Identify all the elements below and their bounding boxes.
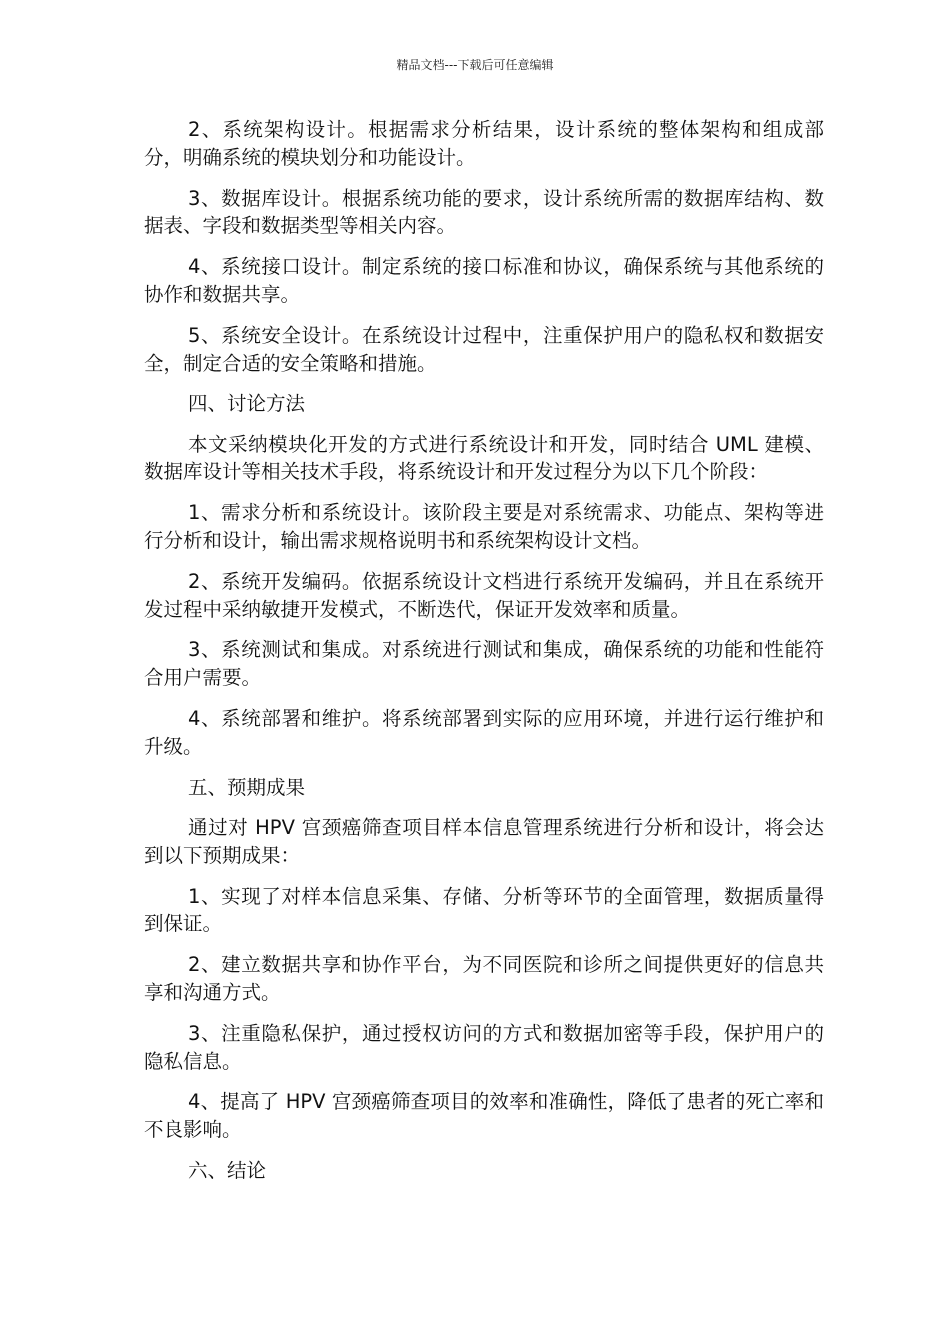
paragraph-requirements-analysis: 1、需求分析和系统设计。该阶段主要是对系统需求、功能点、架构等进行分析和设计，输出需求规格说明书和系统架构设计文档。 xyxy=(144,501,824,553)
paragraph-database-design: 3、数据库设计。根据系统功能的要求，设计系统所需的数据库结构、数据表、字段和数据类型等相关内容。 xyxy=(144,186,824,238)
paragraph-testing-integration: 3、系统测试和集成。对系统进行测试和集成，确保系统的功能和性能符合用户需要。 xyxy=(144,638,824,690)
paragraph-result-privacy: 3、注重隐私保护，通过授权访问的方式和数据加密等手段，保护用户的隐私信息。 xyxy=(144,1021,824,1073)
paragraph-result-sharing: 2、建立数据共享和协作平台，为不同医院和诊所之间提供更好的信息共享和沟通方式。 xyxy=(144,953,824,1004)
paragraph-development-coding: 2、系统开发编码。依据系统设计文档进行系统开发编码，并且在系统开发过程中采纳敏捷开发模式，不断迭代，保证开发效率和质量。 xyxy=(144,569,824,621)
paragraph-result-management: 1、实现了对样本信息采集、存储、分析等环节的全面管理，数据质量得到保证。 xyxy=(144,884,824,936)
paragraph-security-design: 5、系统安全设计。在系统设计过程中，注重保护用户的隐私权和数据安全，制定合适的安全策略和措施。 xyxy=(144,323,824,375)
paragraph-result-efficiency: 4、提高了 HPV 宫颈癌筛查项目的效率和准确性，降低了患者的死亡率和不良影响。 xyxy=(144,1090,824,1142)
paragraph-method-intro: 本文采纳模块化开发的方式进行系统设计和开发，同时结合 UML 建模、数据库设计等相关技术手段，将系统设计和开发过程分为以下几个阶段： xyxy=(144,432,824,484)
document-body xyxy=(144,116,824,1197)
paragraph-deployment-maintenance: 4、系统部署和维护。将系统部署到实际的应用环境，并进行运行维护和升级。 xyxy=(144,707,824,758)
section-heading-discussion-method: 四、讨论方法 xyxy=(188,392,306,416)
page-header: 精品文档---下载后可任意编辑 xyxy=(396,58,554,72)
section-heading-conclusion: 六、结论 xyxy=(188,1158,267,1182)
paragraph-results-intro: 通过对 HPV 宫颈癌筛查项目样本信息管理系统进行分析和设计，将会达到以下预期成果： xyxy=(144,815,824,867)
paragraph-architecture-design: 2、系统架构设计。根据需求分析结果，设计系统的整体架构和组成部分，明确系统的模块划分和功能设计。 xyxy=(144,118,824,169)
section-heading-expected-results: 五、预期成果 xyxy=(188,775,306,799)
paragraph-interface-design: 4、系统接口设计。制定系统的接口标准和协议，确保系统与其他系统的协作和数据共享。 xyxy=(144,255,824,306)
